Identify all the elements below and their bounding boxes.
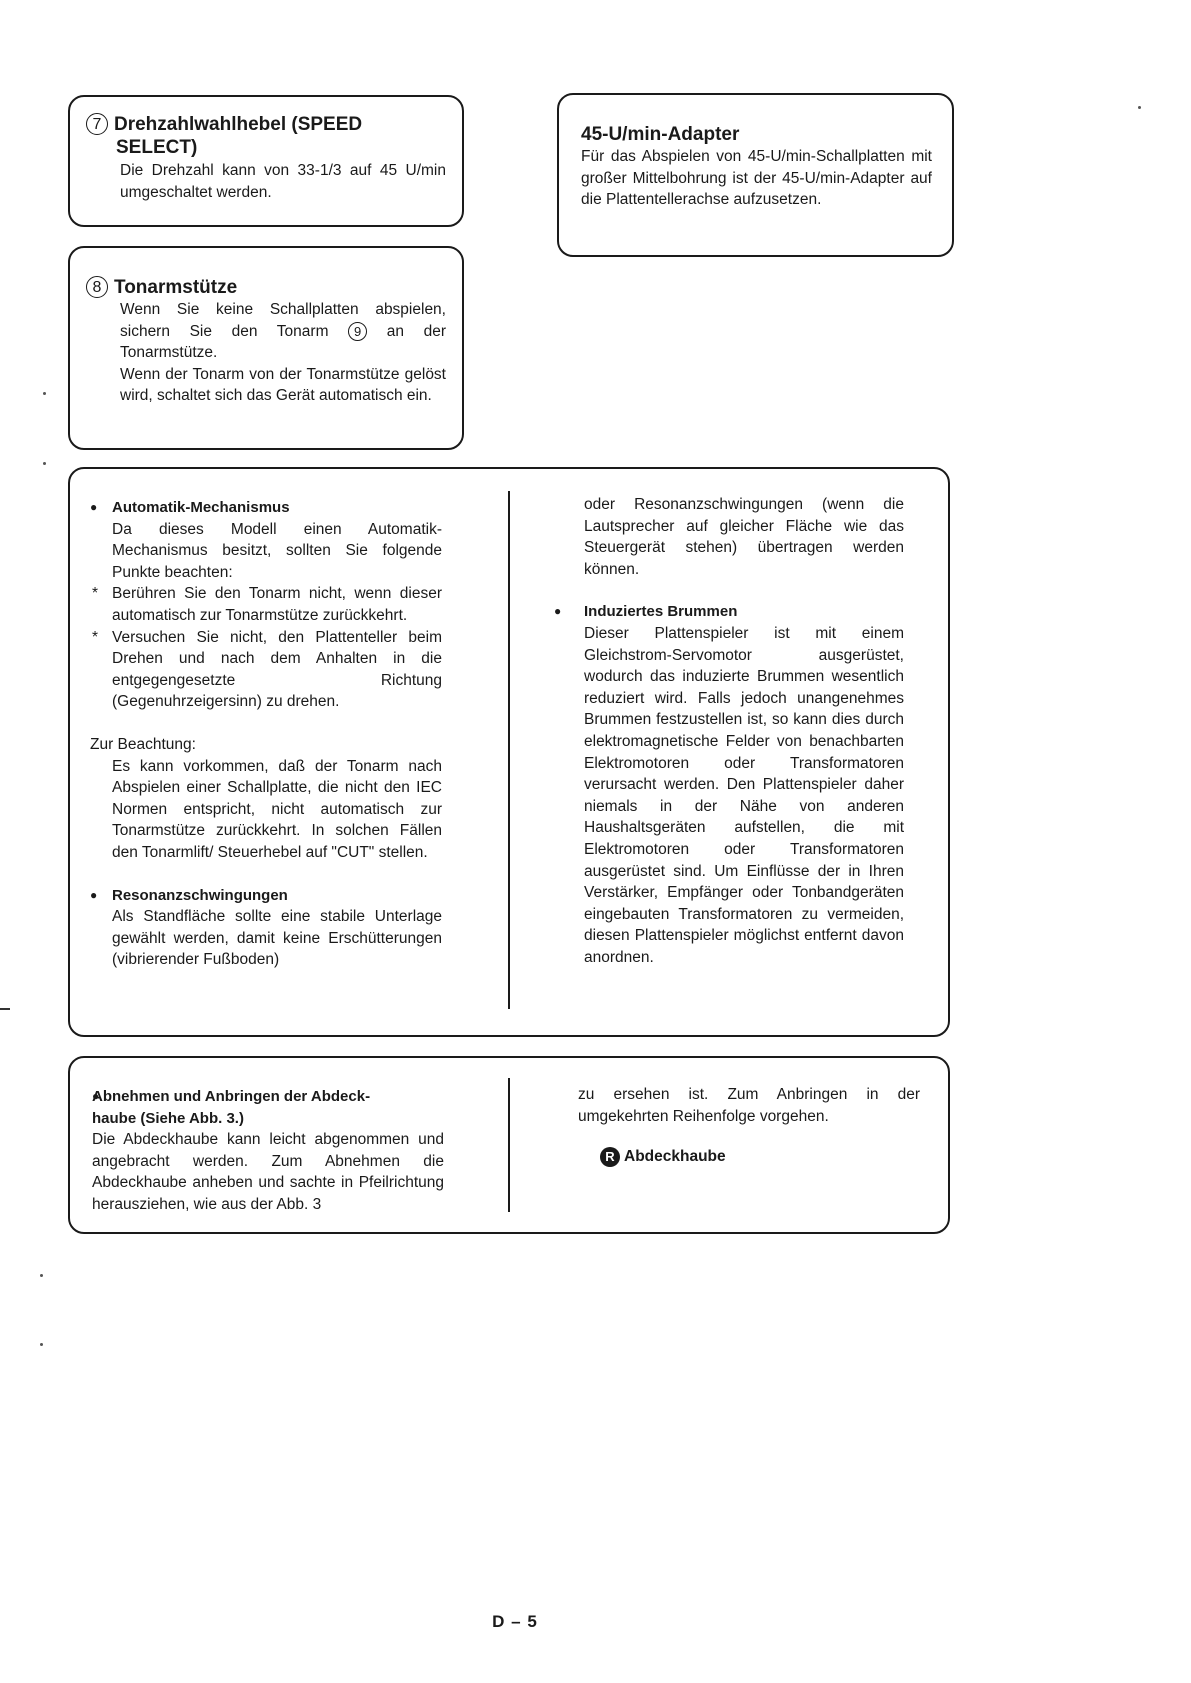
cover-heading: ● Abnehmen und Anbringen der Abdeck- haube (Siehe Abb. 3.) [92,1086,444,1129]
automatik-text: Da dieses Modell einen Automatik-Mechanismus besitzt, sollten Sie folgende Punkte beachten: [112,520,442,581]
item-number-7: 7 [86,113,108,135]
brummen-heading: ● Induziertes Brummen [554,601,904,623]
notes-box [68,467,950,1037]
tonarm-rest-text: Wenn Sie keine Schallplatten abspielen, sichern Sie den Tonarm 9 an der Tonarmstütze. [120,301,446,362]
resonanz-continued: oder Resonanzschwingungen (wenn die Lautsprecher auf gleicher Fläche wie das Steuergerät stehen) übertragen werden können. [584,496,904,578]
speed-select-title: 7 Drehzahlwahlhebel (SPEED [86,113,446,136]
automatik-heading: ● Automatik-Mechanismus [90,497,442,519]
scan-speck [40,1274,43,1277]
adapter-box [557,93,954,257]
scan-dash [0,1008,10,1010]
tonarm-rest-text2: Wenn der Tonarm von der Tonarmstütze gelöst wird, schaltet sich das Gerät automatisch ein. [120,365,446,405]
resonanz-text: Als Standfläche sollte eine stabile Unterlage gewählt werden, damit keine Erschütterungen (vibrierender Fußboden) [112,908,442,969]
ref-number-9: 9 [348,322,367,341]
adapter-text: Für das Abspielen von 45-U/min-Schallplatten mit großer Mittelbohrung ist der 45-U/min-Adapter auf die Plattentellerachse aufzusetzen. [581,148,932,209]
cover-label: R Abdeckhaube [578,1146,920,1168]
speed-select-box [68,95,464,227]
item-number-8: 8 [86,276,108,298]
resonanz-heading: ● Resonanzschwingungen [90,885,442,907]
tonarm-rest-box [68,246,464,450]
scan-speck [43,462,46,465]
speed-select-title-line2: SELECT) [116,137,198,158]
cover-text: Die Abdeckhaube kann leicht abgenommen und angebracht werden. Zum Abnehmen die Abdeckhaube anheben und sachte in Pfeilrichtung herausziehen, wie aus der Abb. 3 [92,1131,444,1213]
scan-speck [1138,106,1141,109]
beachtung-label: Zur Beachtung: [90,735,196,753]
scan-speck [43,392,46,395]
column-divider [508,491,510,1009]
page-number: D – 5 [492,1612,538,1631]
cover-box [68,1056,950,1234]
automatik-star-2: * Versuchen Sie nicht, den Plattenteller beim Drehen und nach dem Anhalten in die entgegengesetzte Richtung (Gegenuhrzeigersinn) zu drehen. [90,627,442,713]
column-divider [508,1078,510,1212]
cover-text-continued: zu ersehen ist. Zum Anbringen in der umgekehrten Reihenfolge vorgehen. [578,1086,920,1125]
beachtung-text: Es kann vorkommen, daß der Tonarm nach Abspielen einer Schallplatte, die nicht den IEC Normen entspricht, nicht automatisch zur Tonarmstütze zurückkehrt. In solchen Fällen den Tonarmlift/ Steuerhebel auf "CUT" stellen. [112,757,442,861]
label-letter-r: R [600,1147,620,1167]
notes-right-column [554,494,904,968]
scan-speck [40,1343,43,1346]
tonarm-rest-title: 8 Tonarmstütze [86,276,446,299]
automatik-star-1: * Berühren Sie den Tonarm nicht, wenn dieser automatisch zur Tonarmstütze zurückkehrt. [90,583,442,626]
adapter-title: 45-U/min-Adapter [581,124,740,145]
speed-select-text: Die Drehzahl kann von 33-1/3 auf 45 U/min umgeschaltet werden. [120,162,446,201]
brummen-text: Dieser Plattenspieler ist mit einem Gleichstrom-Servomotor ausgerüstet, wodurch das induzierte Brummen wesentlich reduziert wird. Falls jedoch unangenehmes Brummen festzustellen ist, so kann dies durch elektromagnetische Felder von benachbarten Elektromotoren oder Transformatoren verursacht werden. Den Plattenspieler daher niemals in der Nähe von anderen Haushaltsgeräten aufstellen, die mit Elektromotoren oder Transformatoren ausgerüstet sind. Um Einflüsse der in Ihren Verstärker, Empfänger oder Tonbandgeräten eingebauten Transformatoren zu vermeiden, diesen Plattenspieler möglichst entfernt davon anordnen. [584,624,904,966]
cover-left-column [92,1086,444,1216]
cover-right-column [578,1084,920,1168]
notes-left-column [90,497,442,971]
